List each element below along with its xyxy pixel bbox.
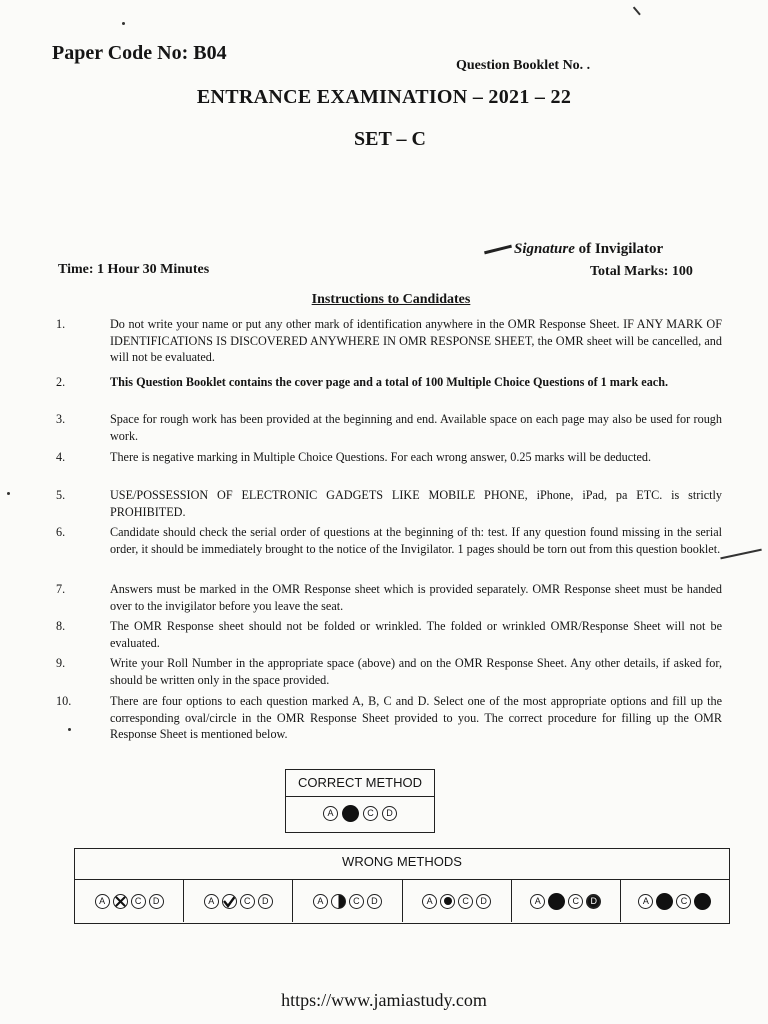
dotted-bubble-icon bbox=[440, 894, 455, 909]
instruction-number: 2. bbox=[56, 375, 66, 389]
bubble-a-icon: A bbox=[638, 894, 653, 909]
wrong-method-double-fill bbox=[512, 880, 621, 922]
question-booklet-number: Question Booklet No. . bbox=[456, 58, 591, 73]
bubble-c-icon: C bbox=[568, 894, 583, 909]
instructions-heading: Instructions to Candidates bbox=[311, 292, 471, 307]
wrong-methods-label: WRONG METHODS bbox=[75, 849, 729, 880]
wrong-method-multi-fill bbox=[621, 880, 729, 922]
signature-suffix: of Invigilator bbox=[578, 241, 664, 257]
set-label: SET – C bbox=[354, 128, 426, 150]
pen-stroke-icon bbox=[484, 245, 512, 255]
scan-speck bbox=[7, 492, 10, 495]
filled-bubble-icon bbox=[656, 893, 673, 910]
wrong-method-dot bbox=[403, 880, 512, 922]
paper-code: Paper Code No: B04 bbox=[52, 42, 227, 64]
scan-speck bbox=[68, 728, 71, 731]
instruction-number: 4. bbox=[56, 450, 66, 464]
bubble-a-icon: A bbox=[95, 894, 110, 909]
bubble-c-icon: C bbox=[240, 894, 255, 909]
total-marks: Total Marks: 100 bbox=[590, 264, 693, 279]
ticked-bubble-icon bbox=[222, 894, 237, 909]
correct-method-box bbox=[285, 769, 435, 833]
bubble-c-icon: C bbox=[363, 806, 378, 821]
bubble-d-dark-icon: D bbox=[586, 894, 601, 909]
instruction-text: Do not write your name or put any other mark of identification anywhere in the OMR Response Sheet. IF ANY MARK OF IDENTIFICATIONS IS DISCOVERED ANYWHERE IN OMR RESPONSE SHEET, the OMR sheet will be cancelled, and will not be evaluated. bbox=[110, 317, 722, 364]
instruction-number: 6. bbox=[56, 525, 66, 539]
crossed-bubble-icon bbox=[113, 894, 128, 909]
filled-bubble-icon bbox=[694, 893, 711, 910]
instruction-number: 1. bbox=[56, 317, 66, 331]
instruction-text: There are four options to each question marked A, B, C and D. Select one of the most appropriate options and fill up the corresponding oval/circle in the OMR Response Sheet provided to you. The correct procedure for filling up the OMR Response Sheet is mentioned below. bbox=[110, 694, 722, 741]
bubble-d-icon: D bbox=[258, 894, 273, 909]
bubble-d-icon: D bbox=[367, 894, 382, 909]
correct-method-bubbles bbox=[286, 797, 434, 830]
bubble-d-icon: D bbox=[382, 806, 397, 821]
scan-stroke bbox=[720, 549, 761, 559]
instruction-text: Space for rough work has been provided at the beginning and end. Available space on each page may also be used for rough work. bbox=[110, 412, 722, 443]
bubble-a-icon: A bbox=[323, 806, 338, 821]
instruction-number: 10. bbox=[56, 694, 72, 708]
filled-bubble-icon bbox=[342, 805, 359, 822]
instruction-text: Candidate should check the serial order of questions at the beginning of th: test. If any question found missing in the serial order, it should be immediately brought to the notice of the Invigilator. 1 pages should be torn out from this question booklet. bbox=[110, 525, 722, 556]
instruction-text: Answers must be marked in the OMR Response sheet which is provided separately. OMR Response sheet must be handed over to the invigilator before you leave the seat. bbox=[110, 582, 722, 613]
signature-prefix: Signature bbox=[514, 241, 575, 257]
wrong-methods-box bbox=[74, 848, 730, 924]
instruction-text: Write your Roll Number in the appropriate space (above) and on the OMR Response Sheet. Any other details, if asked for, should be written only in the space provided. bbox=[110, 656, 722, 687]
website-watermark: https://www.jamiastudy.com bbox=[281, 990, 487, 1010]
bubble-c-icon: C bbox=[349, 894, 364, 909]
bubble-d-icon: D bbox=[476, 894, 491, 909]
wrong-method-tick bbox=[184, 880, 293, 922]
instruction-number: 5. bbox=[56, 488, 66, 502]
instruction-text: This Question Booklet contains the cover page and a total of 100 Multiple Choice Questions of 1 mark each. bbox=[110, 375, 669, 389]
instruction-text: There is negative marking in Multiple Choice Questions. For each wrong answer, 0.25 marks will be deducted. bbox=[110, 450, 652, 464]
correct-method-label: CORRECT METHOD bbox=[286, 770, 434, 797]
bubble-d-icon: D bbox=[149, 894, 164, 909]
instruction-number: 3. bbox=[56, 412, 66, 426]
scan-stroke bbox=[633, 6, 641, 15]
bubble-a-icon: A bbox=[530, 894, 545, 909]
exam-title: ENTRANCE EXAMINATION – 2021 – 22 bbox=[196, 86, 572, 108]
filled-bubble-icon bbox=[548, 893, 565, 910]
wrong-method-cross bbox=[75, 880, 184, 922]
bubble-a-icon: A bbox=[204, 894, 219, 909]
instruction-text: The OMR Response sheet should not be folded or wrinkled. The folded or wrinkled OMR/Response Sheet will not be evaluated. bbox=[110, 619, 722, 650]
instruction-number: 7. bbox=[56, 582, 66, 596]
bubble-c-icon: C bbox=[676, 894, 691, 909]
wrong-method-half-fill bbox=[293, 880, 402, 922]
scan-speck bbox=[122, 22, 125, 25]
half-filled-bubble-icon bbox=[331, 894, 346, 909]
exam-duration: Time: 1 Hour 30 Minutes bbox=[58, 262, 210, 277]
invigilator-signature bbox=[484, 241, 663, 258]
instruction-number: 9. bbox=[56, 656, 66, 670]
bubble-c-icon: C bbox=[458, 894, 473, 909]
bubble-c-icon: C bbox=[131, 894, 146, 909]
bubble-a-icon: A bbox=[422, 894, 437, 909]
instruction-number: 8. bbox=[56, 619, 66, 633]
bubble-a-icon: A bbox=[313, 894, 328, 909]
instruction-text: USE/POSSESSION OF ELECTRONIC GADGETS LIKE MOBILE PHONE, iPhone, iPad, pa ETC. is strictly PROHIBITED. bbox=[110, 488, 722, 519]
